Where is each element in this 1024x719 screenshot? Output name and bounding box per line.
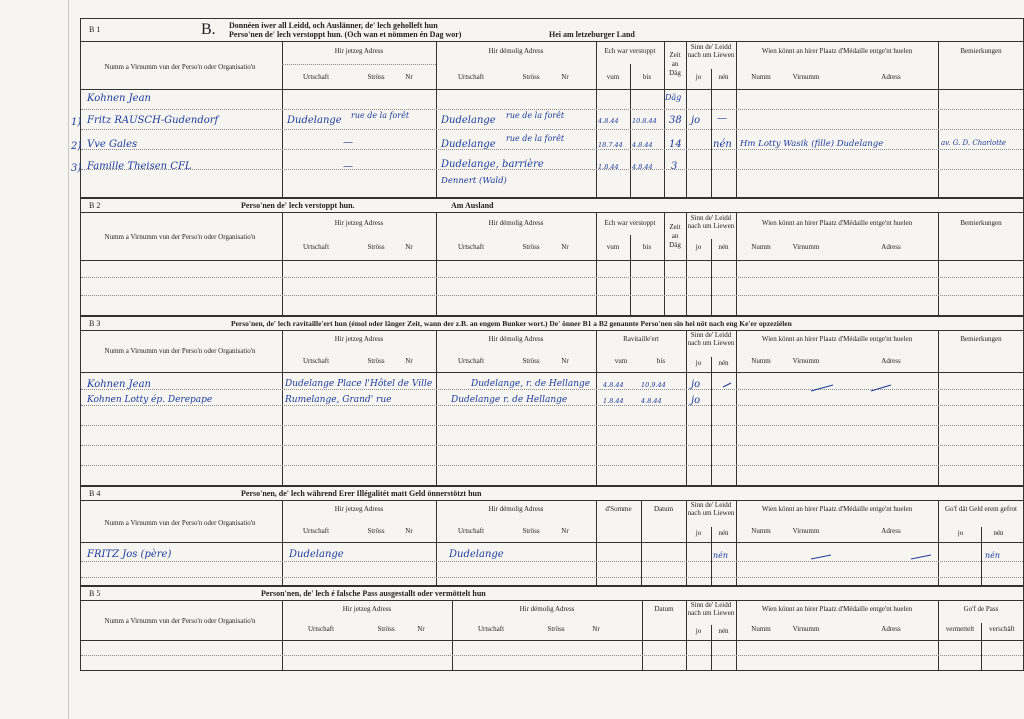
col-wien: Wien könnt an hirer Plaatz d'Médaille entge'nt huelen: [761, 47, 913, 55]
b1-entry-1-num: 1): [71, 117, 82, 128]
b1-entry-2-alive: nén: [713, 139, 732, 150]
b4-col-jo: jo: [695, 529, 702, 537]
col-adress: Adress: [881, 73, 901, 81]
b1-entry-2-to: 4.8.44: [632, 141, 653, 149]
col-virnumm: Virnumm: [792, 73, 820, 81]
b2-col-strooss: Ströss: [367, 243, 385, 251]
col-zeit: Zeit: [669, 51, 681, 59]
b5-col-adress: Adress: [881, 625, 901, 633]
b1-entry-3-street2: Dennert (Wald): [441, 176, 507, 186]
b4-col-gof-jo: jo: [957, 529, 964, 537]
b4-col-wien: Wien könnt an hirer Plaatz d'Médaille entge'nt huelen: [761, 505, 913, 513]
b1-entry-3-city2: Dudelange, barrière: [441, 159, 544, 170]
fold-line: [68, 0, 69, 719]
section-b3: [80, 316, 1024, 486]
b4-col-strooss: Ströss: [367, 527, 385, 535]
b5-col-vermettelt: vermettelt: [945, 625, 975, 633]
section-code: B 1: [89, 25, 101, 34]
b4-col-gof-dat: Go'f dät Geld erem gefrot: [944, 505, 1017, 513]
b3-entry-1-from: 1.8.44: [603, 397, 624, 405]
header-line1: Donnéen iwer all Leidd, och Auslänner, de' lech geholleft hun: [229, 21, 438, 30]
b3-col-nr-2: Nr: [561, 357, 569, 365]
b2-col-deg: Däg: [669, 241, 681, 249]
b4-col-urtschaft: Urtschaft: [302, 527, 330, 535]
b3-col-sinn: Sinn de' Leidd nach um Liewen: [687, 331, 735, 347]
b4-dash-marks: [801, 547, 961, 567]
b1-entry-3-to: 4.8.44: [632, 163, 653, 171]
b4-entry-0-alive: nén: [713, 551, 729, 560]
b3-col-hir-demolig: Hir démolig Adress: [488, 335, 544, 343]
b5-col-nr-2: Nr: [592, 625, 600, 633]
b5-col-strooss: Ströss: [377, 625, 395, 633]
b2-col-virnumm: Virnumm: [792, 243, 820, 251]
b1-entry-2-num: 2): [71, 141, 82, 152]
b1-entry-1-street2: rue de la forêt: [506, 111, 565, 120]
b5-col-nen: nén: [718, 627, 729, 635]
b3-col-urtschaft-2: Urtschaft: [457, 357, 485, 365]
col-numm: Numm: [751, 73, 771, 81]
b3-col-nen: nén: [718, 359, 729, 367]
b3-col-adress: Adress: [881, 357, 901, 365]
b3-entry-1-addr: Rumelange, Grand' rue: [285, 395, 392, 405]
b1-entry-2-city2: Dudelange: [441, 139, 496, 150]
b3-col-strooss-2: Ströss: [522, 357, 540, 365]
col-nen: nén: [718, 73, 729, 81]
b5-col-nr: Nr: [417, 625, 425, 633]
b4-entry-0-city2: Dudelange: [449, 549, 504, 560]
b3-col-nr: Nr: [405, 357, 413, 365]
b4-col-urtschaft-2: Urtschaft: [457, 527, 485, 535]
b3-entry-0-addr: Dudelange Place l'Hôtel de Ville: [285, 379, 433, 389]
b5-col-numm: Numm: [751, 625, 771, 633]
b5-col-virnumm: Virnumm: [792, 625, 820, 633]
b3-col-vum: vum: [614, 357, 628, 365]
col-hir-demolig: Hir démolig Adress: [488, 47, 544, 55]
b1-entry-2-name: Vve Gales: [87, 139, 138, 150]
b4-code: B 4: [89, 489, 101, 498]
b4-col-nr-2: Nr: [561, 527, 569, 535]
b3-entry-0-to: 10.9.44: [641, 381, 666, 389]
b5-col-hir-jetzeg: Hir jetzeg Adress: [342, 605, 392, 613]
b2-col-sinn: Sinn de' Leidd nach um Liewen: [687, 214, 735, 230]
b1-entry-1-city2: Dudelange: [441, 115, 496, 126]
header-line2: Perso'nen de' lech verstoppt hun. (Och wan et nömmen én Dag wor): [229, 30, 462, 39]
b2-col-numm: Numm: [751, 243, 771, 251]
b1-entry-3-street: —: [343, 161, 353, 172]
col-vum: vum: [606, 73, 620, 81]
b3-entry-0-alive: jo: [691, 379, 701, 390]
b1-entry-1-from: 4.8.44: [598, 117, 619, 125]
b2-col-bemierkungen: Bemierkungen: [960, 219, 1002, 227]
b2-col-bis: bis: [642, 243, 652, 251]
b3-col-bemierkungen: Bemierkungen: [960, 335, 1002, 343]
b1-entry-1-name: Fritz RAUSCH-Gudendorf: [87, 115, 219, 126]
b1-entry-3-num: 3): [71, 163, 82, 174]
b3-col-ravitaille: Ravitaille'ert: [623, 335, 659, 343]
b4-entry-0-gof: nén: [985, 551, 1001, 560]
b2-col-strooss-2: Ströss: [522, 243, 540, 251]
col-nr-2: Nr: [561, 73, 569, 81]
b4-col-name: Numm a Virnumm vun der Perso'n oder Organisatio'n: [104, 519, 256, 527]
b5-code: B 5: [89, 589, 101, 598]
b1-entry-1-days: 38: [669, 115, 682, 126]
b4-col-nen: nén: [718, 529, 729, 537]
b3-col-hir-jetzeg: Hir jetzeg Adress: [334, 335, 384, 343]
b1-entry-1-to: 10.8.44: [632, 117, 657, 125]
b3-col-numm: Numm: [751, 357, 771, 365]
b4-col-virnumm: Virnumm: [792, 527, 820, 535]
section-b2: [80, 198, 1024, 316]
b2-sub: Am Ausland: [451, 201, 494, 210]
header-line3: Hei am letzeburger Land: [549, 30, 635, 39]
form-letter: B.: [201, 21, 216, 38]
b3-title: Perso'nen, de' lech ravitaille'ert hun (émol oder länger Zeit, wann der z.B. an engem Bunker wort.) De' önner B1 a B2 genannte Perso'nen sin hei nöt nach eng Ke'er opzeziélen: [231, 319, 792, 328]
b4-col-adress: Adress: [881, 527, 901, 535]
b5-col-sinn: Sinn de' Leidd nach um Liewen: [687, 601, 735, 617]
b3-col-name: Numm a Virnumm vun der Perso'n oder Organisatio'n: [104, 347, 256, 355]
b2-col-urtschaft-2: Urtschaft: [457, 243, 485, 251]
b2-col-ech-war: Ech war verstoppt: [604, 219, 656, 227]
col-bemierkungen: Bemierkungen: [960, 47, 1002, 55]
col-bis: bis: [642, 73, 652, 81]
b1-entry-2-city: —: [343, 137, 353, 148]
col-jo: jo: [695, 73, 702, 81]
col-ech-war: Ech war verstoppt: [604, 47, 656, 55]
b5-col-name: Numm a Virnumm vun der Perso'n oder Organisatio'n: [104, 617, 256, 625]
b1-entry-3-days: 3: [671, 161, 678, 172]
b5-col-gof-pass: Go'f de Pass: [963, 605, 999, 613]
b4-col-hir-demolig: Hir démolig Adress: [488, 505, 544, 513]
col-strooss-2: Ströss: [522, 73, 540, 81]
b1-entry-2-medal-name: Hm Lotty Wasik (fille) Dudelange: [740, 139, 884, 149]
col-name: Numm a Virnumm vun der Perso'n oder Organisatio'n: [104, 63, 256, 71]
col-urtschaft: Urtschaft: [302, 73, 330, 81]
b1-entry-1-alive: jo: [691, 115, 701, 126]
b2-col-wien: Wien könnt an hirer Plaatz d'Médaille entge'nt huelen: [761, 219, 913, 227]
col-sinn: Sinn de' Leidd nach um Liewen: [687, 43, 735, 59]
b3-entry-0-name: Kohnen Jean: [87, 379, 151, 390]
b5-title: Person'nen, de' lech é falsche Pass ausgestallt oder vermöttelt hun: [261, 589, 486, 598]
b2-col-urtschaft: Urtschaft: [302, 243, 330, 251]
b2-col-nr-2: Nr: [561, 243, 569, 251]
b2-col-adress: Adress: [881, 243, 901, 251]
b2-col-nr: Nr: [405, 243, 413, 251]
section-b5: [80, 586, 1024, 671]
b3-entry-1-name: Kohnen Lotty ép. Derepape: [87, 395, 213, 405]
b3-entry-1-alive: jo: [691, 395, 701, 406]
form-sheet: [71, 18, 1024, 673]
b4-title: Perso'nen, de' lech während Erer Illégalitét matt Geld önnerstötzt hun: [241, 489, 482, 498]
b4-col-sinn: Sinn de' Leidd nach um Liewen: [687, 501, 735, 517]
b2-col-hir-jetzeg: Hir jetzeg Adress: [334, 219, 384, 227]
b1-entry-1-dash: —: [717, 113, 727, 124]
b3-col-wien: Wien könnt an hirer Plaatz d'Médaille entge'nt huelen: [761, 335, 913, 343]
b2-col-name: Numm a Virnumm vun der Perso'n oder Organisatio'n: [104, 233, 256, 241]
b1-entry-1-city: Dudelange: [287, 115, 342, 126]
b5-col-wien: Wien könnt an hirer Plaatz d'Médaille entge'nt huelen: [761, 605, 913, 613]
b5-col-verschaft: verschäft: [989, 625, 1015, 633]
b2-col-jo: jo: [695, 243, 702, 251]
b5-col-urtschaft: Urtschaft: [307, 625, 335, 633]
b2-title: Perso'nen de' lech verstoppt hun.: [241, 201, 355, 210]
b5-col-strooss-2: Ströss: [547, 625, 565, 633]
b3-entry-1-addr2: Dudelange r. de Hellange: [451, 395, 568, 405]
b5-col-datum: Datum: [654, 605, 674, 613]
b2-col-nen: nén: [718, 243, 729, 251]
b4-col-dsomme: d'Somme: [605, 505, 632, 513]
b3-dash-marks: [721, 375, 941, 405]
b4-col-gof-nen: nén: [993, 529, 1004, 537]
b2-code: B 2: [89, 201, 101, 210]
b2-col-an: an: [671, 232, 679, 240]
b1-entry-3-name: Famille Theisen CFL: [87, 161, 192, 172]
section-b1: [71, 18, 1024, 198]
b3-col-bis: bis: [656, 357, 666, 365]
b4-col-datum: Datum: [653, 505, 674, 513]
b3-col-strooss: Ströss: [367, 357, 385, 365]
b2-col-hir-demolig: Hir démolig Adress: [488, 219, 544, 227]
b3-col-jo: jo: [695, 359, 702, 367]
b4-entry-0-name: FRITZ Jos (père): [87, 549, 172, 560]
b5-col-urtschaft-2: Urtschaft: [477, 625, 505, 633]
b3-col-urtschaft: Urtschaft: [302, 357, 330, 365]
col-urtschaft-2: Urtschaft: [457, 73, 485, 81]
section-b4: [80, 486, 1024, 586]
b3-code: B 3: [89, 319, 101, 328]
b5-col-jo: jo: [695, 627, 702, 635]
col-an: an: [671, 60, 679, 68]
col-hir-jetzeg: Hir jetzeg Adress: [334, 47, 384, 55]
b4-entry-0-city: Dudelange: [289, 549, 344, 560]
b1-entry-1-street: rue de la forêt: [351, 111, 410, 120]
b5-col-hir-demolig: Hir démolig Adress: [519, 605, 575, 613]
col-deg: Däg: [669, 69, 681, 77]
b1-entry-2-from: 18.7.44: [598, 141, 623, 149]
col-strooss: Ströss: [367, 73, 385, 81]
b3-entry-0-addr2: Dudelange, r. de Hellange: [471, 379, 591, 389]
b4-col-strooss-2: Ströss: [522, 527, 540, 535]
col-nr: Nr: [405, 73, 413, 81]
b2-col-zeit: Zeit: [669, 223, 681, 231]
b4-col-numm: Numm: [751, 527, 771, 535]
b1-entry-2-medal-addr: av. G. D. Charlotte: [941, 139, 1006, 147]
b3-col-virnumm: Virnumm: [792, 357, 820, 365]
b3-entry-1-to: 4.8.44: [641, 397, 662, 405]
b4-col-hir-jetzeg: Hir jetzeg Adress: [334, 505, 384, 513]
b1-deg-note: Däg: [665, 93, 682, 102]
b3-entry-0-from: 4.8.44: [603, 381, 624, 389]
b1-entry-3-from: 1.8.44: [598, 163, 619, 171]
b1-entry-0-name: Kohnen Jean: [87, 93, 151, 104]
b1-entry-2-street2: rue de la forêt: [506, 134, 565, 143]
b1-entry-2-days: 14: [669, 139, 682, 150]
b2-col-vum: vum: [606, 243, 620, 251]
b4-col-nr: Nr: [405, 527, 413, 535]
